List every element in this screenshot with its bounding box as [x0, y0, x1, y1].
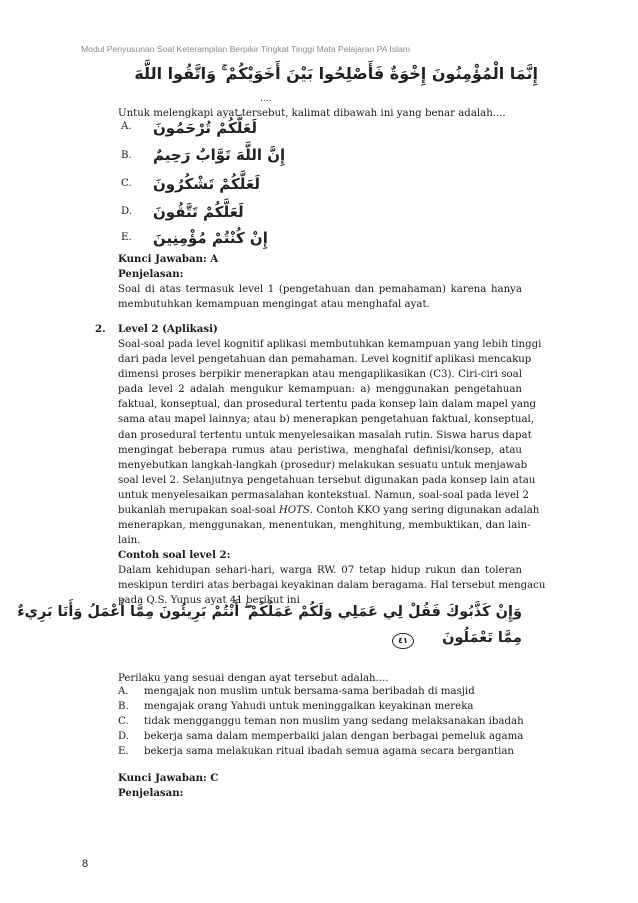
explanation-line: membutuhkan kemampuan mengingat atau menghafal ayat. [118, 299, 430, 311]
option-letter: D. [118, 731, 130, 742]
option-e-label: E. [121, 232, 132, 243]
body-line: Soal-soal pada level kognitif aplikasi membutuhkan kemampuan yang lebih tinggi [118, 339, 542, 350]
verse-10-41-arabic-line2: مِمَّا تَعْمَلُونَ [442, 630, 522, 646]
example-line: meskipun terdiri atas berbagai keyakinan dalam beragama. Hal tersebut mengacu [118, 580, 546, 592]
body-line: dari pada level pengetahuan dan pemahaman. Level kognitif aplikasi mencakup [118, 354, 532, 366]
body-line: dan prosedural tertentu untuk menyelesaikan masalah rutin. Siswa harus dapat [118, 429, 532, 441]
explanation-title-2: Penjelasan: [118, 787, 184, 799]
verse-number-badge: ٤١ [392, 633, 414, 649]
page-header: Modul Penyusunan Soal Keterampilan Berpikir Tingkat Tinggi Mata Pelajaran PA Islam [81, 44, 410, 54]
example-title: Contoh soal level 2: [118, 549, 231, 561]
option-text: bekerja sama melakukan ritual ibadah semua agama secara bergantian [144, 746, 514, 757]
question-1: Untuk melengkapi ayat tersebut, kalimat dibawah ini yang benar adalah.... [118, 108, 506, 119]
option-c-arabic: لَعَلَّكُمْ تَشْكُرُونَ [153, 175, 261, 193]
option-b-label: B. [121, 150, 132, 161]
option-e-arabic: إِنْ كُنْتُمْ مُؤْمِنِينَ [153, 229, 268, 247]
hots-term: HOTS [278, 505, 310, 517]
body-line: bukanlah merupakan soal-soal HOTS. Contoh KKO yang sering digunakan adalah [118, 505, 540, 517]
option-d-label: D. [121, 206, 133, 217]
body-line: menerapkan, menggunakan, menentukan, menghitung, membuktikan, dan lain- [118, 520, 531, 532]
body-line: pada level 2 adalah mengukur kemampuan: a) menggunakan pengetahuan [118, 384, 522, 396]
option-text: bekerja sama dalam memperbaiki jalan dengan berbagai pemeluk agama [144, 731, 524, 742]
explanation-title-1: Penjelasan: [118, 268, 184, 280]
answer-key-2: Kunci Jawaban: C [118, 772, 219, 784]
example-line: Dalam kehidupan sehari-hari, warga RW. 07 tetap hidup rukun dan toleran [118, 565, 522, 576]
option-row [118, 746, 514, 757]
body-line: faktual, konseptual, dan prosedural tertentu pada konsep lain dalam mapel yang [118, 399, 537, 411]
explanation-line: Soal di atas termasuk level 1 (pengetahuan dan pemahaman) karena hanya [118, 284, 522, 295]
option-row [118, 716, 524, 727]
option-text: mengajak orang Yahudi untuk meninggalkan keyakinan mereka [144, 701, 474, 712]
option-letter: A. [118, 686, 129, 697]
body-line: lain. [118, 535, 141, 547]
answer-key-1: Kunci Jawaban: A [118, 253, 219, 265]
option-a-label: A. [121, 121, 132, 132]
option-row [118, 701, 473, 712]
option-text: mengajak non muslim untuk bersama-sama beribadah di masjid [144, 686, 475, 697]
option-letter: B. [118, 701, 129, 712]
body-line: soal level 2. Selanjutnya pengetahuan tersebut digunakan pada konsep lain atau [118, 474, 536, 486]
verse-49-10-arabic: إِنَّمَا الْمُؤْمِنُونَ إِخْوَةٌ فَأَصْلِحُوا بَيْنَ أَخَوَيْكُمْ ۚ وَاتَّقُوا اللَّهَ [134, 64, 538, 83]
body-line: dimensi proses berpikir menerapkan atau mengaplikasikan (C3). Ciri-ciri soal [118, 369, 522, 381]
section-number: 2. [95, 323, 106, 335]
example-line: pada Q.S. Yunus ayat 41 berikut ini [118, 595, 300, 607]
body-line: sama atau mapel lainnya; atau b) menerapkan pengetahuan faktual, konseptual, [118, 414, 535, 426]
option-d-arabic: لَعَلَّكُمْ تَتَّقُونَ [153, 203, 244, 221]
body-line: menyebutkan langkah-langkah (prosedur) melakukan sesuatu untuk menjawab [118, 459, 528, 471]
option-c-label: C. [121, 178, 132, 189]
example-body [118, 563, 546, 608]
option-a-arabic: لَعَلَّكُمْ تُرْحَمُونَ [153, 119, 257, 137]
body-line: mengingat beberapa rumus atau peristiwa, menghafal definisi/konsep, atau [118, 444, 522, 456]
page-number: 8 [82, 858, 89, 870]
question-2: Perilaku yang sesuai dengan ayat tersebut adalah.... [118, 673, 389, 684]
body-line: untuk menyelesaikan permasalahan kontekstual. Namun, soal-soal pada level 2 [118, 489, 529, 501]
option-row [118, 731, 523, 742]
option-b-arabic: إِنَّ اللَّهَ تَوَّابٌ رَحِيمٌ [153, 146, 286, 164]
explanation-body-1 [118, 282, 522, 312]
option-letter: C. [118, 716, 129, 727]
option-row [118, 686, 475, 697]
section-title: Level 2 (Aplikasi) [118, 323, 218, 335]
verse-10-41-arabic-line1: وَإِنْ كَذَّبُوكَ فَقُلْ لِي عَمَلِي وَلَكُمْ عَمَلُكُمْ ۖ أَنْتُمْ بَرِيئُونَ مِمَّا أَعْمَلُ وَأَنَا بَرِيءٌ [17, 604, 522, 620]
section-body [118, 337, 542, 548]
option-letter: E. [118, 746, 129, 757]
verse-ellipsis: .... [260, 94, 272, 104]
option-text: tidak mengganggu teman non muslim yang sedang melaksanakan ibadah [144, 716, 524, 727]
